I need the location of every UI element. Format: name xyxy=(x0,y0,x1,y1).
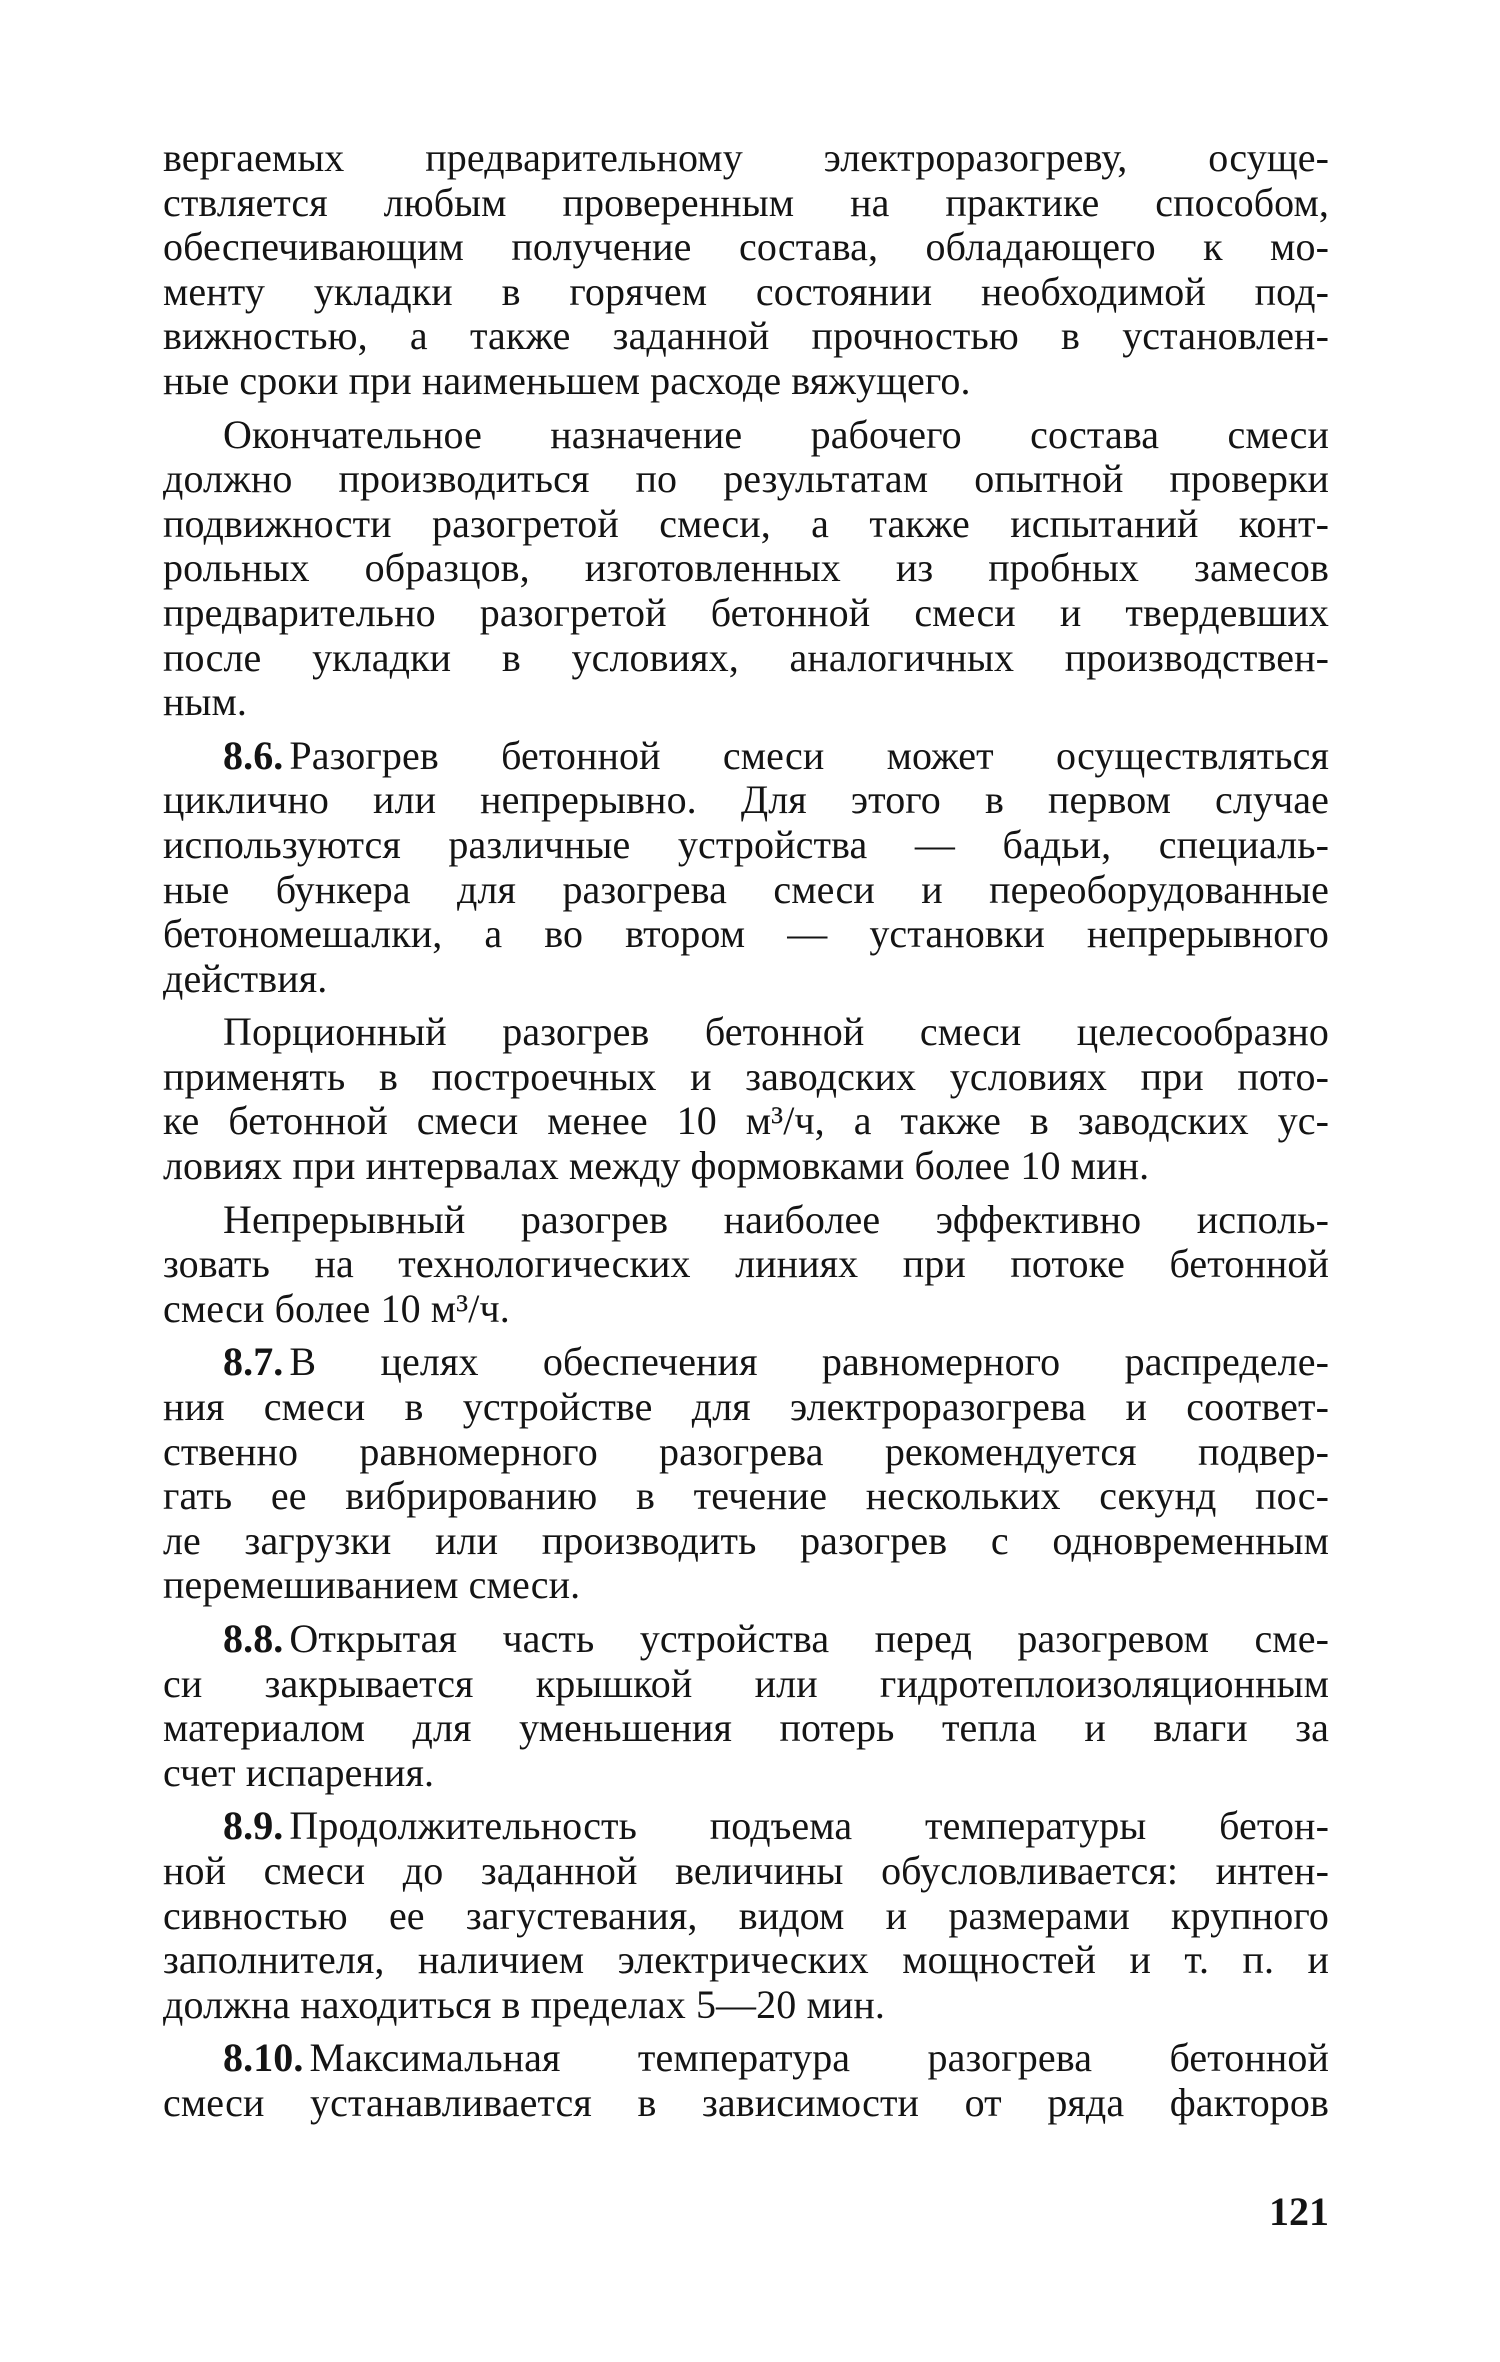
paragraph xyxy=(163,1010,1329,1188)
text-line: ственно равномерного разогрева рекомендуется подвер- xyxy=(163,1428,1329,1474)
text-line: ния смеси в устройстве для электроразогрева и соответ- xyxy=(163,1384,1329,1430)
text-line: сивностью ее загустевания, видом и размерами крупного xyxy=(163,1892,1329,1938)
section-8-8 xyxy=(163,1617,1329,1795)
page-body xyxy=(163,136,1329,2126)
text-line: счет испарения. xyxy=(163,1749,435,1795)
text-line: действия. xyxy=(163,955,328,1001)
text-line: заполнителя, наличием электрических мощностей и т. п. и xyxy=(163,1937,1329,1983)
text-line: Непрерывный разогрев наиболее эффективно исполь- xyxy=(223,1196,1329,1242)
text-line: 8.10. Максимальная температура разогрева бетонной xyxy=(223,2035,1329,2081)
section-8-7 xyxy=(163,1340,1329,1608)
text-line: ле загрузки или производить разогрев с одновременным xyxy=(163,1517,1329,1563)
text-line: применять в построечных и заводских условиях при пото- xyxy=(163,1053,1329,1099)
text-line: 8.8. Открытая часть устройства перед разогревом сме- xyxy=(223,1616,1329,1661)
text-line: зовать на технологических линиях при потоке бетонной xyxy=(163,1241,1329,1287)
text-line: смеси более 10 м³/ч. xyxy=(163,1285,510,1331)
text-line: смеси устанавливается в зависимости от ряда факторов xyxy=(163,2079,1329,2125)
section-number: 8.10. xyxy=(223,2035,304,2081)
text-line: Окончательное назначение рабочего состава смеси xyxy=(223,411,1329,457)
text-line: Порционный разогрев бетонной смеси целесообразно xyxy=(223,1009,1329,1055)
section-number: 8.9. xyxy=(223,1803,284,1849)
section-8-6 xyxy=(163,734,1329,1002)
text-line: рольных образцов, изготовленных из пробных замесов xyxy=(163,545,1329,591)
text-line: подвижности разогретой смеси, а также испытаний конт- xyxy=(163,500,1329,546)
section-8-10 xyxy=(163,2036,1329,2125)
text-line: должна находиться в пределах 5—20 мин. xyxy=(163,1981,885,2027)
section-number: 8.8. xyxy=(223,1616,284,1661)
page-number: 121 xyxy=(1269,2189,1329,2234)
text-line: обеспечивающим получение состава, обладающего к мо- xyxy=(163,224,1329,270)
text-line: менту укладки в горячем состоянии необходимой под- xyxy=(163,268,1329,314)
text-line: должно производиться по результатам опытной проверки xyxy=(163,456,1329,502)
text-line: предварительно разогретой бетонной смеси и твердевших xyxy=(163,589,1329,635)
text-line: вергаемых предварительному электроразогреву, осуще- xyxy=(163,135,1329,180)
text-line: ловиях при интервалах между формовками более 10 мин. xyxy=(163,1143,1150,1189)
text-line: после укладки в условиях, аналогичных производствен- xyxy=(163,634,1329,680)
text-line: циклично или непрерывно. Для этого в первом случае xyxy=(163,777,1329,823)
text-line: ные сроки при наименьшем расходе вяжущего. xyxy=(163,357,971,403)
text-line: ствляется любым проверенным на практике способом, xyxy=(163,179,1329,225)
text-line: перемешиванием смеси. xyxy=(163,1562,581,1608)
text-line: 8.6. Разогрев бетонной смеси может осуществляться xyxy=(223,732,1329,778)
text-line: гать ее вибрированию в течение нескольких секунд пос- xyxy=(163,1473,1329,1519)
text-line: материалом для уменьшения потерь тепла и влаги за xyxy=(163,1705,1329,1751)
text-line: ным. xyxy=(163,679,247,725)
section-number: 8.6. xyxy=(223,732,284,778)
text-line: ной смеси до заданной величины обусловливается: интен- xyxy=(163,1847,1329,1893)
text-line: бетономешалки, а во втором — установки непрерывного xyxy=(163,911,1329,957)
section-8-9 xyxy=(163,1804,1329,2027)
text-line: используются различные устройства — бадьи, специаль- xyxy=(163,821,1329,867)
paragraph xyxy=(163,136,1329,404)
text-line: ке бетонной смеси менее 10 м³/ч, а также в заводских ус- xyxy=(163,1098,1329,1144)
paragraph xyxy=(163,413,1329,725)
paragraph xyxy=(163,1198,1329,1332)
text-line: 8.7. В целях обеспечения равномерного распределе- xyxy=(223,1339,1329,1385)
text-line: вижностью, а также заданной прочностью в установлен- xyxy=(163,313,1329,359)
section-number: 8.7. xyxy=(223,1339,284,1385)
text-line: 8.9. Продолжительность подъема температуры бетон- xyxy=(223,1803,1329,1849)
text-line: си закрывается крышкой или гидротеплоизоляционным xyxy=(163,1660,1329,1706)
text-line: ные бункера для разогрева смеси и переоборудованные xyxy=(163,866,1329,912)
